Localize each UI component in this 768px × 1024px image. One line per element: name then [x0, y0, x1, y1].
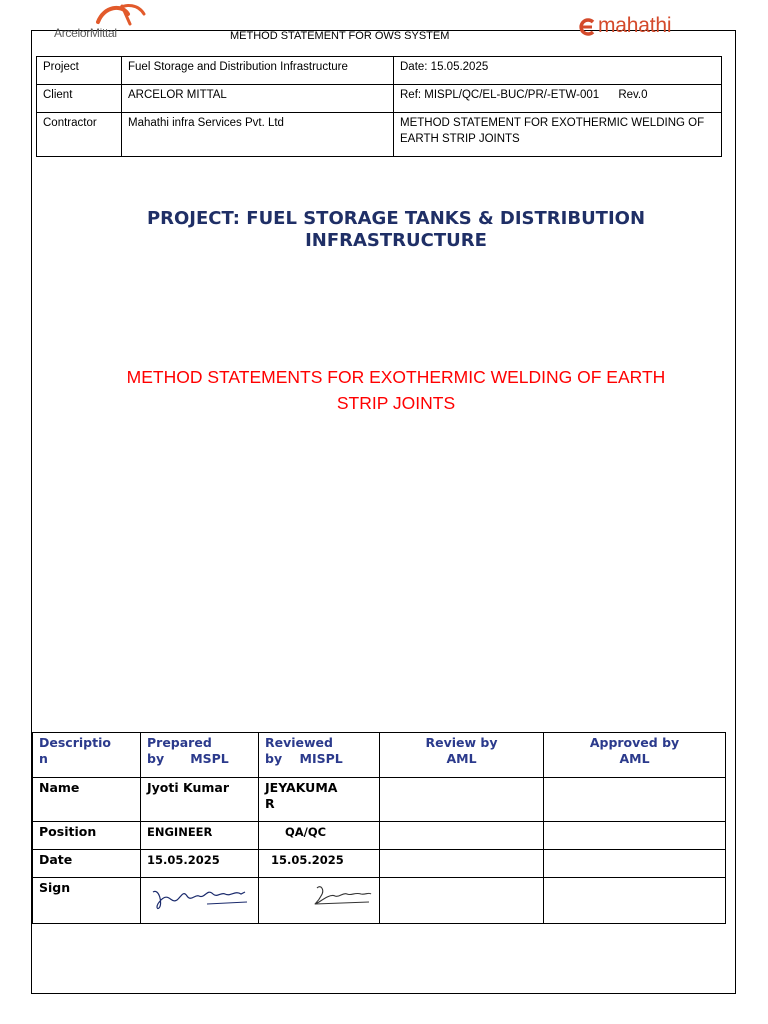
approved-aml-date	[544, 850, 726, 878]
mahathi-mark-icon	[578, 16, 598, 38]
review-aml-signature	[380, 878, 544, 924]
reviewed-signature	[265, 882, 373, 912]
project-title	[40, 208, 752, 252]
arcelormittal-logo-text: ArcelorMittal	[54, 26, 117, 40]
reviewed-position: QA/QC	[259, 822, 380, 850]
reviewed-signature-cell	[259, 878, 380, 924]
approved-aml-signature	[544, 878, 726, 924]
row-label: Project	[37, 57, 122, 85]
review-aml-date	[380, 850, 544, 878]
header-prepared-by: Prepared by MSPL	[141, 733, 259, 778]
row-value: ARCELOR MITTAL	[122, 85, 394, 113]
document-info-table	[36, 56, 722, 157]
table-row	[33, 850, 726, 878]
approved-aml-position	[544, 822, 726, 850]
prepared-signature-cell	[141, 878, 259, 924]
review-aml-name	[380, 778, 544, 822]
row-value: Mahathi infra Services Pvt. Ltd	[122, 113, 394, 157]
row-label: Client	[37, 85, 122, 113]
approval-table	[32, 732, 726, 924]
position-label: Position	[33, 822, 141, 850]
header-description: Descriptio n	[33, 733, 141, 778]
header-reviewed-by: Reviewed by MISPL	[259, 733, 380, 778]
arcelormittal-logo	[54, 2, 154, 42]
prepared-date: 15.05.2025	[141, 850, 259, 878]
document-heading: METHOD STATEMENT FOR OWS SYSTEM	[230, 30, 450, 42]
arcelormittal-swoosh-icon	[94, 2, 146, 26]
table-row	[37, 57, 722, 85]
table-row	[33, 778, 726, 822]
project-title-line-1: PROJECT: FUEL STORAGE TANKS & DISTRIBUTION	[146, 208, 646, 229]
review-aml-position	[380, 822, 544, 850]
project-title-line-2: INFRASTRUCTURE	[305, 230, 487, 251]
table-row	[37, 85, 722, 113]
mahathi-logo-text: mahathi	[598, 14, 672, 37]
method-title-line-1: METHOD STATEMENTS FOR EXOTHERMIC WELDING OF EARTH	[126, 367, 666, 387]
prepared-name: Jyoti Kumar	[141, 778, 259, 822]
prepared-signature	[147, 882, 251, 912]
name-label: Name	[33, 778, 141, 822]
mahathi-logo	[576, 14, 686, 44]
row-value: Fuel Storage and Distribution Infrastructure	[122, 57, 394, 85]
prepared-position: ENGINEER	[141, 822, 259, 850]
table-header-row	[33, 733, 726, 778]
method-title-line-2: STRIP JOINTS	[336, 393, 456, 413]
row-date: Date: 15.05.2025	[394, 57, 722, 85]
table-row	[37, 113, 722, 157]
row-reference: Ref: MISPL/QC/EL-BUC/PR/-ETW-001 Rev.0	[394, 85, 722, 113]
row-label: Contractor	[37, 113, 122, 157]
reviewed-date: 15.05.2025	[259, 850, 380, 878]
header-review-by-aml: Review by AML	[380, 733, 544, 778]
reviewed-name: JEYAKUMA R	[259, 778, 380, 822]
table-row	[33, 822, 726, 850]
approved-aml-name	[544, 778, 726, 822]
row-subject: METHOD STATEMENT FOR EXOTHERMIC WELDING OF EARTH STRIP JOINTS	[394, 113, 722, 157]
sign-label: Sign	[33, 878, 141, 924]
header-approved-by-aml: Approved by AML	[544, 733, 726, 778]
date-label: Date	[33, 850, 141, 878]
method-statement-title	[60, 364, 732, 416]
table-row	[33, 878, 726, 924]
